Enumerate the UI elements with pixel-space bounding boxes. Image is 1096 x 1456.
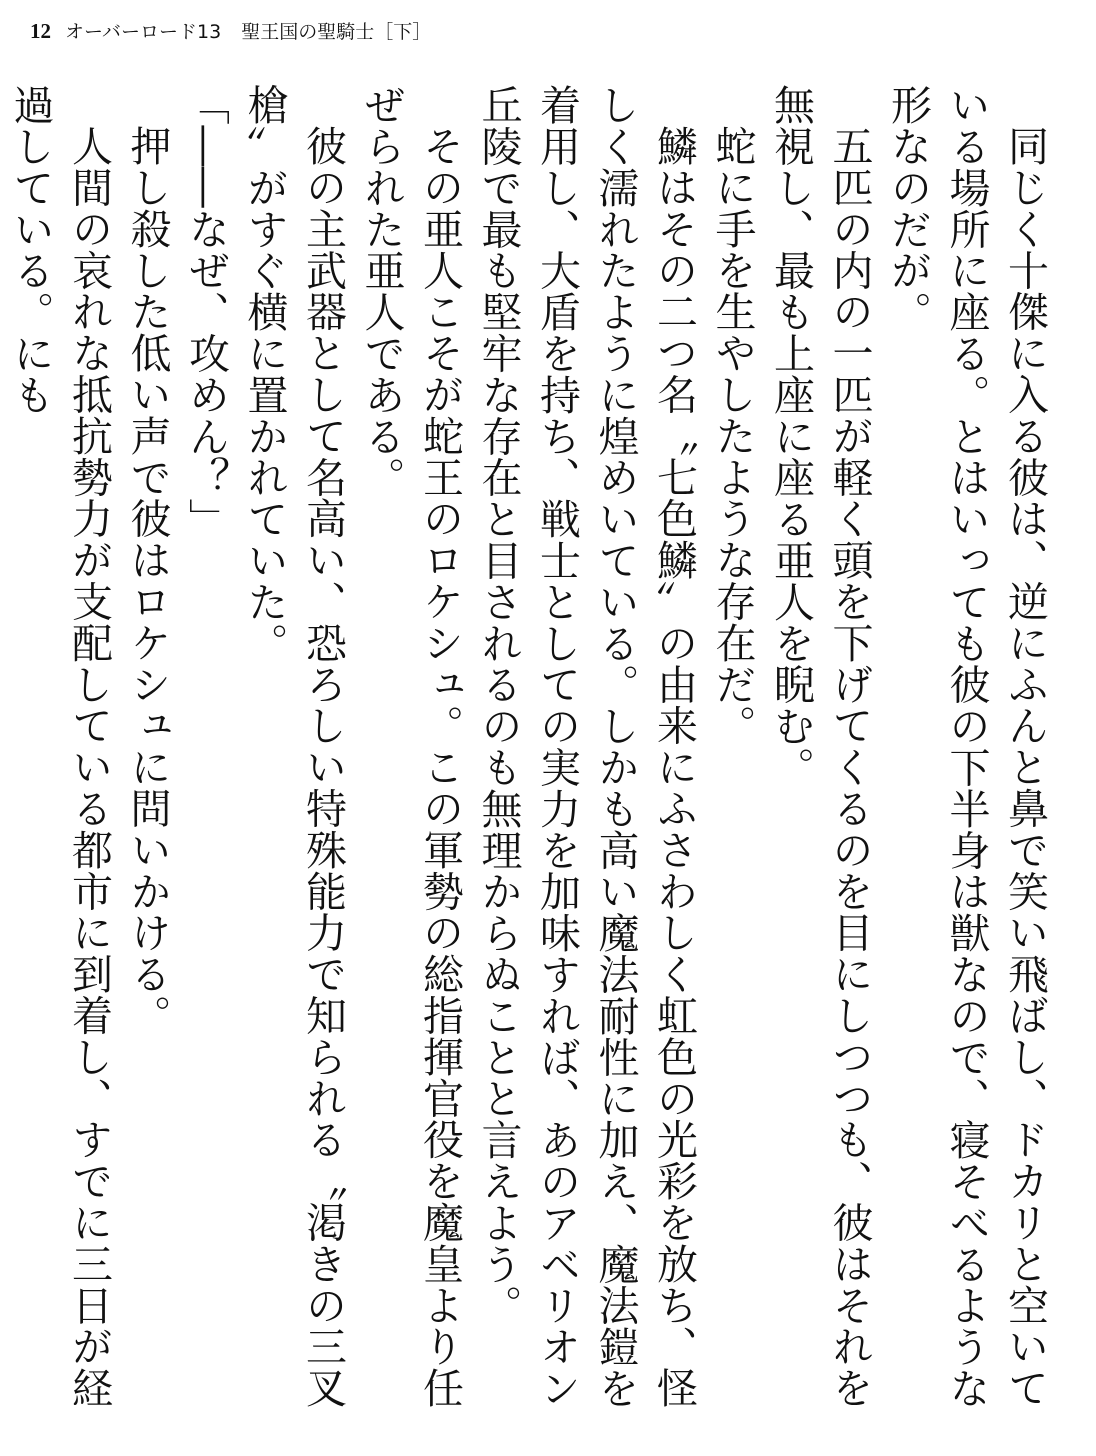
paragraph: 人間の哀れな抵抗勢力が支配している都市に到着し、すでに三日が経過している。にも — [6, 84, 113, 1409]
paragraph: 彼の主武器として名高い、恐ろしい特殊能力で知られる〝渇きの三叉槍〟がすぐ横に置かれていた。 — [240, 84, 347, 1409]
body-text — [6, 84, 1054, 1414]
paragraph: 五匹の内の一匹が軽く頭を下げてくるのを目にしつつも、彼はそれを無視し、最も上座に座る亜人を睨む。 — [767, 84, 874, 1409]
paragraph: 鱗はその二つ名〝七色鱗〟の由来にふさわしく虹色の光彩を放ち、怪しく濡れたように煌めいている。しかも高い魔法耐性に加え、魔法鎧を着用し、大盾を持ち、戦士としての実力を加味すれば、あのアベリオン丘陵で最も堅牢な存在と目されるのも無理からぬことと言えよう。 — [474, 84, 698, 1409]
dialogue-line: 「――なぜ、攻めん？」 — [182, 84, 230, 540]
paragraph: 同じく十傑に入る彼は、逆にふんと鼻で笑い飛ばし、ドカリと空いている場所に座る。とはいっても彼の下半身は獣なので、寝そべるような形なのだが。 — [884, 84, 1049, 1409]
paragraph: 蛇に手を生やしたような存在だ。 — [708, 125, 757, 746]
book-title: 聖王国の聖騎士［下］ — [241, 21, 432, 43]
paragraph: その亜人こそが蛇王のロケシュ。この軍勢の総指揮官役を魔皇より任ぜられた亜人である。 — [357, 84, 464, 1409]
paragraph: 押し殺した低い声で彼はロケシュに問いかける。 — [123, 125, 172, 1036]
page-number: 12 — [30, 19, 51, 43]
page-header — [30, 16, 431, 46]
series-title: オーバーロード13 — [65, 21, 222, 43]
